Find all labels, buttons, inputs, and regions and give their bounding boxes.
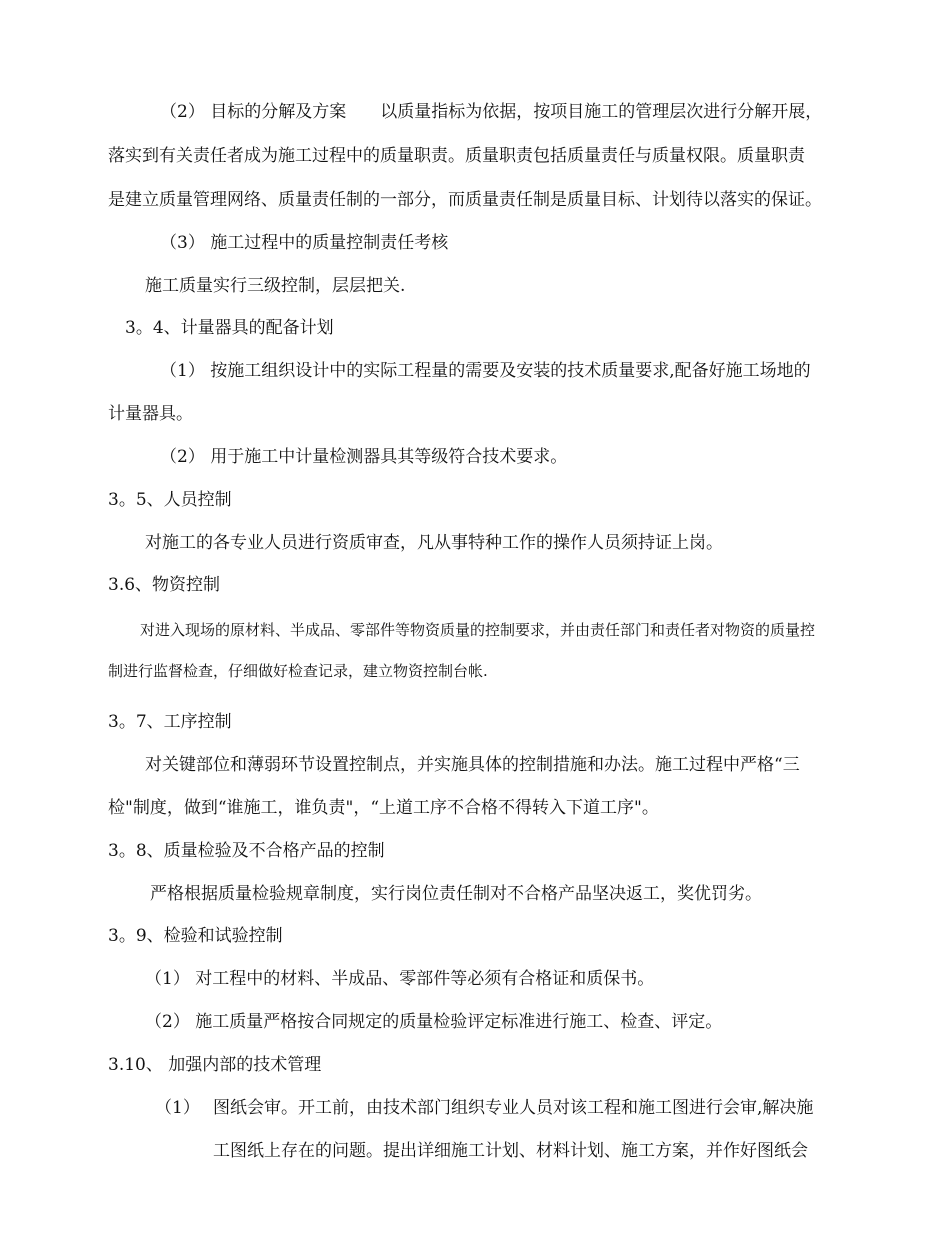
list-marker: （1） [155, 1098, 200, 1118]
paragraph-line: （1） 对工程中的材料、半成品、零部件等必须有合格证和质保书。 [145, 969, 655, 989]
section-heading: 3。9、检验和试验控制 [108, 926, 283, 946]
paragraph-line: （3） 施工过程中的质量控制责任考核 [160, 233, 449, 253]
paragraph-line: （2） 施工质量严格按合同规定的质量检验评定标准进行施工、检查、评定。 [145, 1012, 723, 1032]
section-heading: 3。8、质量检验及不合格产品的控制 [108, 841, 385, 861]
paragraph-line: （2） 目标的分解及方案 以质量指标为依据，按项目施工的管理层次进行分解开展， [160, 102, 823, 122]
paragraph-line: 严格根据质量检验规章制度，实行岗位责任制对不合格产品坚决返工，奖优罚劣。 [150, 884, 762, 904]
paragraph-line: 工图纸上存在的问题。提出详细施工计划、材料计划、施工方案，并作好图纸会 [213, 1141, 808, 1161]
section-heading: 3。7、工序控制 [108, 712, 232, 732]
paragraph-line: 图纸会审。开工前，由技术部门组织专业人员对该工程和施工图进行会审,解决施 [213, 1098, 814, 1118]
section-heading: 3。5、人员控制 [108, 490, 232, 510]
paragraph-line: 施工质量实行三级控制，层层把关. [145, 276, 406, 296]
paragraph-line: 是建立质量管理网络、质量责任制的一部分，而质量责任制是质量目标、计划待以落实的保证。 [108, 190, 822, 210]
section-heading: 3.6、物资控制 [108, 575, 221, 595]
paragraph-line: 落实到有关责任者成为施工过程中的质量职责。质量职责包括质量责任与质量权限。质量职责 [108, 146, 805, 166]
paragraph-line: 对进入现场的原材料、半成品、零部件等物资质量的控制要求，并由责任部门和责任者对物资的质量控 [140, 621, 816, 639]
paragraph-line: 计量器具。 [108, 404, 193, 424]
paragraph-line: 制进行监督检查，仔细做好检查记录，建立物资控制台帐. [108, 662, 488, 680]
paragraph-line: 对施工的各专业人员进行资质审查，凡从事特种工作的操作人员须持证上岗。 [145, 533, 723, 553]
paragraph-line: 检"制度，做到“谁施工，谁负责"，“上道工序不合格不得转入下道工序"。 [108, 798, 659, 818]
section-heading: 3.10、 加强内部的技术管理 [108, 1055, 322, 1075]
section-heading: 3。4、计量器具的配备计划 [125, 318, 334, 338]
paragraph-line: 对关键部位和薄弱环节设置控制点，并实施具体的控制措施和办法。施工过程中严格“三 [145, 755, 800, 775]
paragraph-line: （2） 用于施工中计量检测器具其等级符合技术要求。 [160, 447, 568, 467]
paragraph-line: （1） 按施工组织设计中的实际工程量的需要及安装的技术质量要求,配备好施工场地的 [160, 361, 811, 381]
